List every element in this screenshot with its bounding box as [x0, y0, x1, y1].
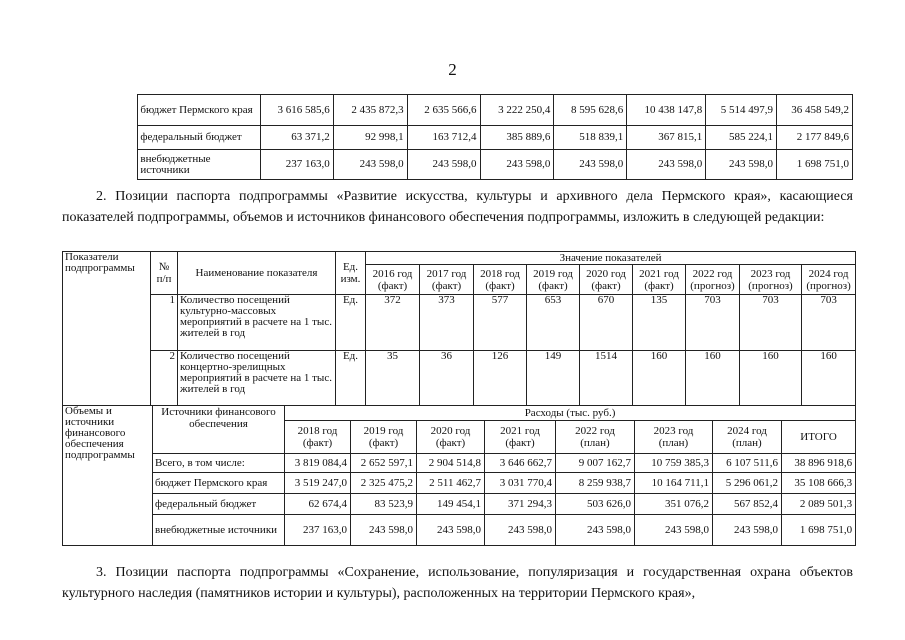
cell: 237 163,0 [285, 515, 351, 546]
cell: 3 616 585,6 [260, 95, 333, 126]
cell: 2 635 566,6 [407, 95, 480, 126]
col-sources-header: Источники финансового обеспечения [153, 406, 285, 454]
table-row [63, 494, 856, 515]
row-label: внебюджетные источники [153, 515, 285, 546]
cell: 243 598,0 [485, 515, 556, 546]
cell: 577 [474, 295, 527, 351]
cell: 243 598,0 [407, 150, 480, 180]
finance-table [62, 405, 856, 546]
cell: 3 519 247,0 [285, 473, 351, 494]
cell: 92 998,1 [333, 126, 407, 150]
cell: 35 [366, 351, 420, 406]
cell: 503 626,0 [556, 494, 635, 515]
cell: 36 [420, 351, 474, 406]
cell: 149 [527, 351, 580, 406]
year-header: 2020 год (факт) [417, 421, 485, 454]
cell: 2 652 597,1 [351, 454, 417, 473]
year-header: 2022 год (прогноз) [686, 265, 740, 295]
cell: 243 598,0 [713, 515, 782, 546]
cell: 373 [420, 295, 474, 351]
cell: 5 296 061,2 [713, 473, 782, 494]
row-label: федеральный бюджет [138, 126, 260, 150]
year-header: 2023 год (план) [635, 421, 713, 454]
cell: 243 598,0 [627, 150, 706, 180]
section-label-indicators: Показатели подпрограммы [63, 252, 151, 406]
cell: 135 [633, 295, 686, 351]
cell: 3 222 250,4 [480, 95, 554, 126]
year-header: 2023 год (прогноз) [740, 265, 802, 295]
table-row [63, 351, 856, 406]
cell: 8 595 628,6 [554, 95, 627, 126]
cell: 585 224,1 [706, 126, 777, 150]
cell: 385 889,6 [480, 126, 554, 150]
cell: 63 371,2 [260, 126, 333, 150]
col-values-header: Значение показателей [366, 252, 856, 265]
col-expenses-header: Расходы (тыс. руб.) [285, 406, 856, 421]
year-header: 2024 год (прогноз) [802, 265, 856, 295]
section-label-finance: Объемы и источники финансового обеспечения подпрограммы [63, 406, 153, 546]
paragraph-2: 2. Позиции паспорта подпрограммы «Развитие искусства, культуры и архивного дела Пермского края», касающиеся показателей подпрограммы, объемов и источников финансового обеспечения подпрограммы, изложить в следующей редакции: [62, 189, 853, 225]
cell: 243 598,0 [480, 150, 554, 180]
cell: 3 646 662,7 [485, 454, 556, 473]
table-row [63, 473, 856, 494]
table-row [62, 126, 853, 150]
cell: 6 107 511,6 [713, 454, 782, 473]
year-header: 2018 год (факт) [474, 265, 527, 295]
year-header: 2022 год (план) [556, 421, 635, 454]
cell: 243 598,0 [554, 150, 627, 180]
row-label: Всего, в том числе: [153, 454, 285, 473]
unit: Ед. [336, 295, 366, 351]
cell: 2 177 849,6 [777, 126, 853, 150]
row-num: 2 [151, 351, 178, 406]
cell: 10 438 147,8 [627, 95, 706, 126]
cell: 367 815,1 [627, 126, 706, 150]
col-name-header: Наименование показателя [178, 252, 336, 295]
cell: 237 163,0 [260, 150, 333, 180]
cell: 160 [740, 351, 802, 406]
row-label: бюджет Пермского края [153, 473, 285, 494]
cell: 372 [366, 295, 420, 351]
row-num: 1 [151, 295, 178, 351]
cell: 703 [802, 295, 856, 351]
cell: 10 759 385,3 [635, 454, 713, 473]
cell: 1514 [580, 351, 633, 406]
cell: 653 [527, 295, 580, 351]
cell: 567 852,4 [713, 494, 782, 515]
cell: 3 031 770,4 [485, 473, 556, 494]
cell: 670 [580, 295, 633, 351]
cell: 35 108 666,3 [782, 473, 856, 494]
total-header: ИТОГО [782, 421, 856, 454]
cell: 1 698 751,0 [777, 150, 853, 180]
cell: 2 511 462,7 [417, 473, 485, 494]
row-label: внебюджетные источники [138, 150, 260, 180]
cell: 2 089 501,3 [782, 494, 856, 515]
col-unit-header: Ед. изм. [336, 252, 366, 295]
year-header: 2024 год (план) [713, 421, 782, 454]
cell: 3 819 084,4 [285, 454, 351, 473]
cell: 160 [802, 351, 856, 406]
cell: 5 514 497,9 [706, 95, 777, 126]
row-label: федеральный бюджет [153, 494, 285, 515]
year-header: 2021 год (факт) [633, 265, 686, 295]
indicator-name: Количество посещений культурно-массовых мероприятий в расчете на 1 тыс. жителей в год [178, 295, 336, 351]
cell: 8 259 938,7 [556, 473, 635, 494]
cell: 10 164 711,1 [635, 473, 713, 494]
cell: 149 454,1 [417, 494, 485, 515]
cell: 160 [686, 351, 740, 406]
cell: 163 712,4 [407, 126, 480, 150]
cell: 243 598,0 [635, 515, 713, 546]
year-header: 2021 год (факт) [485, 421, 556, 454]
cell: 243 598,0 [351, 515, 417, 546]
year-header: 2020 год (факт) [580, 265, 633, 295]
cell: 371 294,3 [485, 494, 556, 515]
year-header: 2019 год (факт) [351, 421, 417, 454]
page-number: 2 [448, 60, 457, 79]
indicators-table [62, 251, 856, 406]
cell: 126 [474, 351, 527, 406]
cell: 351 076,2 [635, 494, 713, 515]
cell: 1 698 751,0 [782, 515, 856, 546]
year-header: 2016 год (факт) [366, 265, 420, 295]
table-row [62, 150, 853, 180]
cell: 2 904 514,8 [417, 454, 485, 473]
cell: 9 007 162,7 [556, 454, 635, 473]
year-header: 2018 год (факт) [285, 421, 351, 454]
table-row [63, 515, 856, 546]
cell: 2 325 475,2 [351, 473, 417, 494]
finance-table-continued [62, 94, 853, 180]
cell: 38 896 918,6 [782, 454, 856, 473]
cell: 2 435 872,3 [333, 95, 407, 126]
year-header: 2017 год (факт) [420, 265, 474, 295]
year-header: 2019 год (факт) [527, 265, 580, 295]
table-row [63, 295, 856, 351]
table-row [63, 454, 856, 473]
cell: 83 523,9 [351, 494, 417, 515]
cell: 243 598,0 [417, 515, 485, 546]
cell: 36 458 549,2 [777, 95, 853, 126]
paragraph-3: 3. Позиции паспорта подпрограммы «Сохранение, использование, популяризация и государственная охрана объектов культурного наследия (памятников истории и культуры), расположенных на территории Пермского края», [62, 565, 853, 601]
cell: 62 674,4 [285, 494, 351, 515]
cell: 703 [686, 295, 740, 351]
col-num-header: № п/п [151, 252, 178, 295]
cell: 243 598,0 [556, 515, 635, 546]
row-label: бюджет Пермского края [138, 95, 260, 126]
indicator-name: Количество посещений концертно-зрелищных мероприятий в расчете на 1 тыс. жителей в год [178, 351, 336, 406]
table-row [62, 95, 853, 126]
unit: Ед. [336, 351, 366, 406]
cell: 243 598,0 [706, 150, 777, 180]
cell: 518 839,1 [554, 126, 627, 150]
cell: 703 [740, 295, 802, 351]
cell: 243 598,0 [333, 150, 407, 180]
cell: 160 [633, 351, 686, 406]
